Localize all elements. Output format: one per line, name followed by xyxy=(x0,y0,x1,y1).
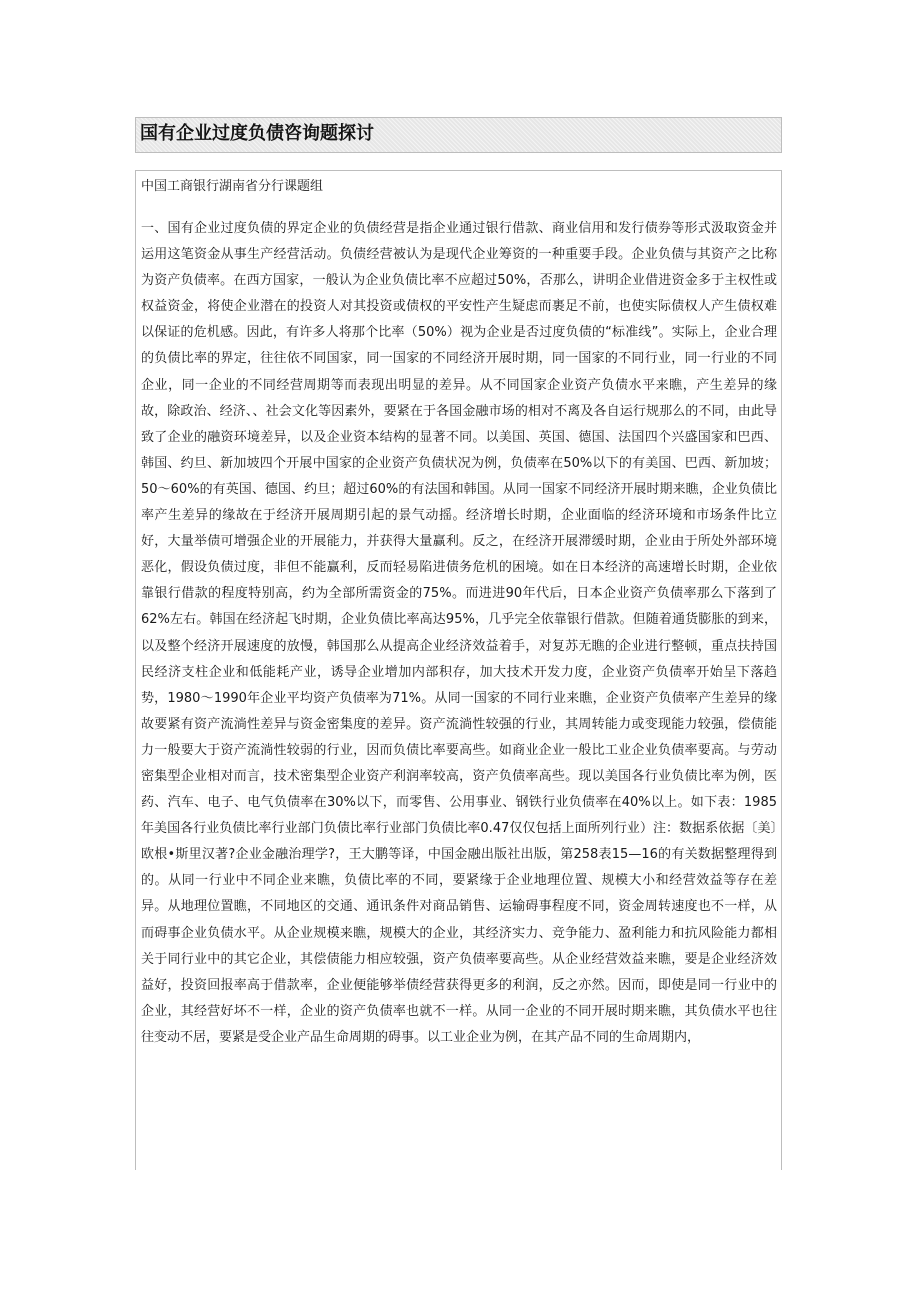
author-org: 中国工商银行湖南省分行课题组 xyxy=(141,179,324,194)
title-box xyxy=(135,117,782,153)
content-box xyxy=(135,170,782,1170)
body-paragraph: 一、国有企业过度负债的界定企业的负债经营是指企业通过银行借款、商业信用和发行债券等形式汲取资金并运用这笔资金从事生产经营活动。负债经营被认为是现代企业筹资的一种重要手段。企业负债与其资产之比称为资产负债率。在西方国家，一般认为企业负债比率不应超过50%，否那么，讲明企业借进资金多于主权性或权益资金，将使企业潜在的投资人对其投资或债权的平安性产生疑虑而裹足不前，也使实际债权人产生债权难以保证的危机感。因此，有许多人将那个比率（50%）视为企业是否过度负债的“标准线”。实际上，企业合理的负债比率的界定，往往依不同国家，同一国家的不同经济开展时期，同一国家的不同行业，同一行业的不同企业，同一企业的不同经营周期等而表现出明显的差异。从不同国家企业资产负债水平来瞧，产生差异的缘故，除政治、经济、、社会文化等因素外，要紧在于各国金融市场的相对不离及各自运行规那么的不同，由此导致了企业的融资环境差异，以及企业资本结构的显著不同。以美国、英国、德国、法国四个兴盛国家和巴西、韩国、约旦、新加坡四个开展中国家的企业资产负债状况为例，负债率在50%以下的有美国、巴西、新加坡；50～60%的有英国、德国、约旦；超过60%的有法国和韩国。从同一国家不同经济开展时期来瞧，企业负债比率产生差异的缘故在于经济开展周期引起的景气动摇。经济增长时期，企业面临的经济环境和市场条件比立好，大量举债可增强企业的开展能力，并获得大量赢利。反之，在经济开展滞缓时期，企业由于所处外部环境恶化，假设负债过度，非但不能赢利，反而轻易陷进债务危机的困境。如在日本经济的高速增长时期，企业依靠银行借款的程度特别高，约为全部所需资金的75%。而进进90年代后，日本企业资产负债率那么下落到了62%左右。韩国在经济起飞时期，企业负债比率高达95%，几乎完全依靠银行借款。但随着通货膨胀的到来，以及整个经济开展速度的放慢，韩国那么从提高企业经济效益着手，对复苏无瞧的企业进行整顿，重点扶持国民经济支柱企业和低能耗产业，诱导企业增加内部积存，加大技术开发力度，企业资产负债率开始呈下落趋势，1980～1990年企业平均资产负债率为71%。从同一国家的不同行业来瞧，企业资产负债率产生差异的缘故要紧有资产流淌性差异与资金密集度的差异。资产流淌性较强的行业，其周转能力或变现能力较强，偿债能力一般要大于资产流淌性较弱的行业，因而负债比率要高些。如商业企业一般比工业企业负债率要高。与劳动密集型企业相对而言，技术密集型企业资产利润率较高，资产负债率高些。现以美国各行业负债比率为例，医药、汽车、电子、电气负债率在30%以下，而零售、公用事业、钢铁行业负债率在40%以上。如下表：1985年美国各行业负债比率行业部门负债比率行业部门负债比率0.47仅仅包括上面所列行业）注：数据系依据〔美〕欧根•斯里汉著?企业金融治理学?，王大鹏等译，中国金融出版社出版，第258表15—16的有关数据整理得到的。从同一行业中不同企业来瞧，负债比率的不同，要紧缘于企业地理位置、规模大小和经营效益等存在差异。从地理位置瞧，不同地区的交通、通讯条件对商品销售、运输碍事程度不同，资金周转速度也不一样，从而碍事企业负债水平。从企业规模来瞧，规模大的企业，其经济实力、竞争能力、盈利能力和抗风险能力都相关于同行业中的其它企业，其偿债能力相应较强，资产负债率要高些。从企业经营效益来瞧，要是企业经济效益好，投资回报率高于借款率，企业便能够举债经营获得更多的利润，反之亦然。因而，即使是同一行业中的企业，其经营好坏不一样，企业的资产负债率也就不一样。从同一企业的不同开展时期来瞧，其负债水平也往往变动不居，要紧是受企业产品生命周期的碍事。以工业企业为例，在其产品不同的生命周期内， xyxy=(141,221,777,1045)
document-title: 国有企业过度负债咨询题探讨 xyxy=(140,123,374,144)
